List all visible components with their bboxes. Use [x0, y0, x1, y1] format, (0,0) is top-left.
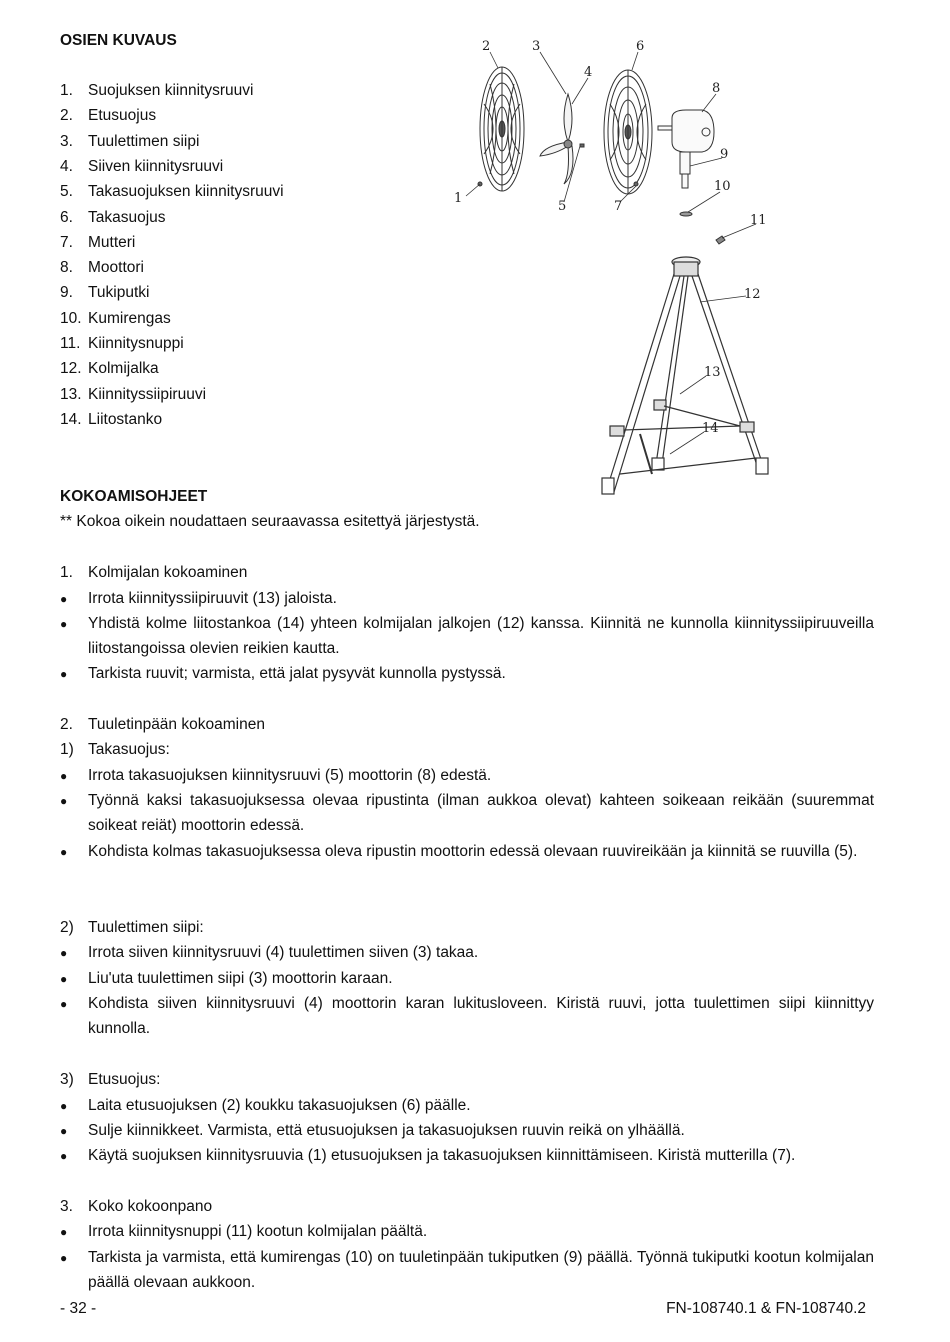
step-2c-title: Etusuojus:	[88, 1071, 161, 1088]
parts-item-label: Etusuojus	[88, 107, 157, 125]
parts-item-number: 8.	[60, 259, 73, 277]
bullet: ●	[60, 769, 68, 783]
callout-11: 11	[750, 213, 767, 228]
parts-item-label: Kumirengas	[88, 309, 171, 327]
callout-10: 10	[714, 179, 731, 194]
assembly-heading: KOKOAMISOHJEET	[60, 488, 208, 505]
parts-item-number: 11.	[60, 335, 81, 352]
parts-item-number: 1.	[60, 82, 73, 99]
step-1-bullet-3: Tarkista ruuvit; varmista, että jalat pysyvät kunnolla pystyssä.	[88, 665, 506, 682]
parts-item-label: Moottori	[88, 259, 144, 277]
bullet: ●	[60, 592, 68, 606]
parts-item-label: Liitostanko	[88, 410, 163, 428]
step-1-bullet-2: Yhdistä kolme liitostankoa (14) yhteen kolmijalan jalkojen (12) kanssa. Kiinnitä ne kunnolla kiinnityssiipiruuveilla liitostangoissa olevien reikien kautta.	[88, 615, 874, 658]
rear-guard-drawing	[604, 70, 652, 194]
callout-1: 1	[454, 191, 463, 206]
bullet: ●	[60, 972, 68, 986]
parts-item-number: 13.	[60, 385, 82, 403]
parts-item-number: 4.	[60, 157, 73, 175]
parts-item-number: 9.	[60, 284, 73, 302]
step-2a-number: 1)	[60, 741, 74, 758]
callout-14: 14	[702, 421, 719, 436]
step-3-bullet-1: Irrota kiinnitysnuppi (11) kootun kolmijalan päältä.	[88, 1223, 428, 1240]
bullet: ●	[60, 667, 68, 681]
step-1-title: Kolmijalan kokoaminen	[88, 564, 248, 581]
step-2b-bullet-2: Liu'uta tuulettimen siipi (3) moottorin karaan.	[88, 970, 393, 987]
step-2a-bullet-2: Työnnä kaksi takasuojuksessa olevaa ripustinta (ilman aukkoa olevat) kahteen soikeaan reikään (suuremmat soikeat reiät) moottorin edessä.	[88, 792, 874, 835]
parts-item-label: Mutteri	[88, 233, 136, 251]
parts-item-number: 2.	[60, 107, 73, 125]
step-2c-number: 3)	[60, 1071, 74, 1088]
motor-drawing	[658, 110, 714, 188]
step-2b-title: Tuulettimen siipi:	[88, 919, 204, 936]
callout-4: 4	[584, 65, 593, 80]
step-2b-bullet-1: Irrota siiven kiinnitysruuvi (4) tuulettimen siiven (3) takaa.	[88, 944, 479, 961]
bullet: ●	[60, 794, 68, 808]
callout-3: 3	[532, 39, 541, 54]
model-number: FN-108740.1 & FN-108740.2	[666, 1300, 866, 1317]
assembly-intro: ** Kokoa oikein noudattaen seuraavassa esitettyä järjestystä.	[60, 513, 480, 530]
callout-6: 6	[636, 39, 645, 54]
page-number: - 32 -	[60, 1300, 97, 1317]
parts-item-label: Takasuojuksen kiinnitysruuvi	[88, 183, 284, 201]
parts-item-label: Kiinnitysnuppi	[88, 335, 184, 352]
step-1-number: 1.	[60, 564, 73, 581]
step-2-title: Tuuletinpään kokoaminen	[88, 716, 265, 733]
step-3-title: Koko kokoonpano	[88, 1198, 213, 1215]
step-1-bullet-1: Irrota kiinnityssiipiruuvit (13) jaloista.	[88, 590, 337, 607]
callout-9: 9	[720, 147, 729, 162]
step-2c-bullet-1: Laita etusuojuksen (2) koukku takasuojuksen (6) päälle.	[88, 1097, 471, 1114]
callout-8: 8	[712, 81, 721, 96]
parts-item-number: 14.	[60, 410, 82, 428]
parts-item-number: 3.	[60, 132, 73, 150]
exploded-parts-diagram	[440, 34, 780, 500]
front-guard-drawing	[480, 67, 524, 191]
parts-item-number: 10.	[60, 309, 82, 327]
parts-item-number: 12.	[60, 360, 82, 378]
parts-item-label: Tuulettimen siipi	[88, 132, 200, 150]
bullet: ●	[60, 617, 68, 631]
parts-item-number: 5.	[60, 183, 73, 201]
step-2b-number: 2)	[60, 919, 74, 936]
parts-item-label: Tukiputki	[88, 284, 150, 302]
bullet: ●	[60, 997, 68, 1011]
parts-item-number: 6.	[60, 208, 73, 226]
step-2-number: 2.	[60, 716, 73, 733]
step-2b-bullet-3: Kohdista siiven kiinnitysruuvi (4) moottorin karan lukitusloveen. Kiristä ruuvi, jotta tuulettimen siipi kiinnittyy kunnolla.	[88, 995, 874, 1038]
bullet: ●	[60, 1225, 68, 1239]
parts-item-number: 7.	[60, 233, 73, 251]
fan-blade-drawing	[540, 94, 573, 184]
bullet: ●	[60, 1124, 68, 1138]
parts-item-label: Kiinnityssiipiruuvi	[88, 385, 207, 403]
step-2a-bullet-1: Irrota takasuojuksen kiinnitysruuvi (5) moottorin (8) edestä.	[88, 767, 492, 784]
step-3-bullet-2: Tarkista ja varmista, että kumirengas (10) on tuuletinpään tukiputken (9) päällä. Työnnä tukiputki kootun kolmijalan päällä olevaan aukkoon.	[88, 1249, 874, 1292]
bullet: ●	[60, 845, 68, 859]
callout-7: 7	[614, 199, 623, 214]
step-2a-title: Takasuojus:	[88, 741, 170, 758]
step-2c-bullet-2: Sulje kiinnikkeet. Varmista, että etusuojuksen ja takasuojuksen ruuvin reikä on ylhäällä.	[88, 1122, 685, 1139]
parts-heading: OSIEN KUVAUS	[60, 32, 177, 49]
step-3-number: 3.	[60, 1198, 73, 1215]
step-2c-bullet-3: Käytä suojuksen kiinnitysruuvia (1) etusuojuksen ja takasuojuksen kiinnittämiseen. Kiristä mutterilla (7).	[88, 1147, 796, 1164]
parts-item-label: Suojuksen kiinnitysruuvi	[88, 82, 254, 99]
bullet: ●	[60, 1099, 68, 1113]
bullet: ●	[60, 946, 68, 960]
parts-item-label: Kolmijalka	[88, 360, 159, 378]
callout-13: 13	[704, 365, 721, 380]
bullet: ●	[60, 1149, 68, 1163]
parts-item-label: Takasuojus	[88, 208, 166, 226]
bullet: ●	[60, 1251, 68, 1265]
step-2a-bullet-3: Kohdista kolmas takasuojuksessa oleva ripustin moottorin edessä olevaan ruuvireikään ja kiinnitä se ruuvilla (5).	[88, 843, 858, 860]
callout-5: 5	[558, 199, 567, 214]
callout-12: 12	[744, 287, 761, 302]
parts-item-label: Siiven kiinnitysruuvi	[88, 157, 224, 175]
callout-2: 2	[482, 39, 491, 54]
